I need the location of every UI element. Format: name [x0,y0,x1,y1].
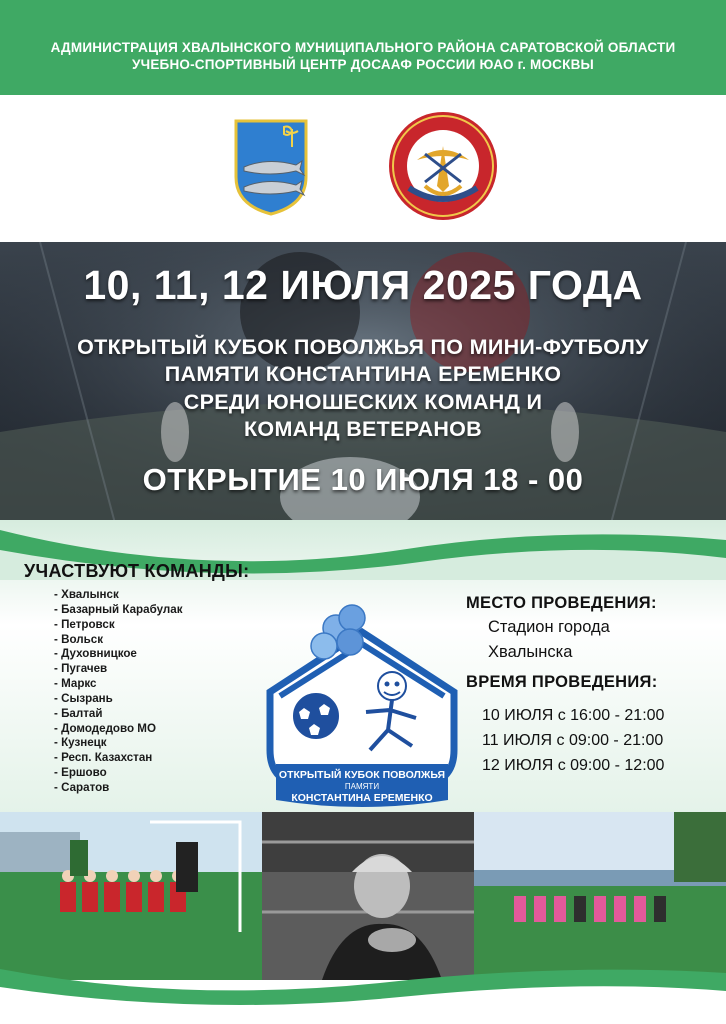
list-item: - Петровск [54,617,115,631]
organizer-line-2: УЧЕБНО-СПОРТИВНЫЙ ЦЕНТР ДОСААФ РОССИИ ЮАО г. МОСКВЫ [132,57,594,72]
teams-list [54,588,183,796]
schedule-item: 12 ИЮЛЯ с 09:00 - 12:00 [482,757,665,774]
sturgeon-coat-of-arms-icon [232,117,310,217]
cup-logo-line-2: ПАМЯТИ [344,782,380,791]
list-item: - Базарный Карабулак [54,602,183,616]
list-item: - Респ. Казахстан [54,751,153,765]
list-item: - Саратов [54,780,110,794]
dosaaf-emblem-icon [387,110,499,222]
list-item: - Вольск [54,632,103,646]
schedule-item: 11 ИЮЛЯ с 09:00 - 21:00 [482,732,664,749]
cup-logo-mascot-icon [266,600,458,818]
venue-line-2: Хвалынска [488,643,573,661]
list-item: - Ершово [54,766,107,780]
opening-time: ОТКРЫТИЕ 10 ИЮЛЯ 18 - 00 [142,462,584,497]
event-title-line-1: ОТКРЫТЫЙ КУБОК ПОВОЛЖЬЯ ПО МИНИ-ФУТБОЛУ [77,335,649,359]
venue-heading: МЕСТО ПРОВЕДЕНИЯ: [466,594,657,612]
schedule-heading: ВРЕМЯ ПРОВЕДЕНИЯ: [466,673,658,691]
cup-logo-line-1: ОТКРЫТЫЙ КУБОК ПОВОЛЖЬЯ [278,769,446,781]
list-item: - Духовницкое [54,647,137,661]
list-item: - Домодедово МО [54,721,156,735]
event-dates: 10, 11, 12 ИЮЛЯ 2025 ГОДА [83,262,643,308]
list-item: - Пугачев [54,662,108,676]
list-item: - Хвалынск [54,588,119,601]
schedule-item: 10 ИЮЛЯ с 16:00 - 21:00 [482,707,665,724]
list-item: - Сызрань [54,691,113,705]
event-title-line-3: СРЕДИ ЮНОШЕСКИХ КОМАНД И [183,390,543,414]
teams-heading: УЧАСТВУЮТ КОМАНДЫ: [24,561,250,581]
event-title-line-2: ПАМЯТИ КОНСТАНТИНА ЕРЕМЕНКО [164,362,562,386]
list-item: - Маркс [54,677,97,691]
event-title-line-4: КОМАНД ВЕТЕРАНОВ [244,417,482,441]
list-item: - Кузнецк [54,736,107,750]
bottom-wave [0,945,726,1024]
cup-logo-line-3: КОНСТАНТИНА ЕРЕМЕНКО [291,792,433,804]
list-item: - Балтай [54,706,103,720]
organizer-line-1: АДМИНИСТРАЦИЯ ХВАЛЫНСКОГО МУНИЦИПАЛЬНОГО РАЙОНА САРАТОВСКОЙ ОБЛАСТИ [50,40,676,55]
venue-line-1: Стадион города [488,618,610,636]
